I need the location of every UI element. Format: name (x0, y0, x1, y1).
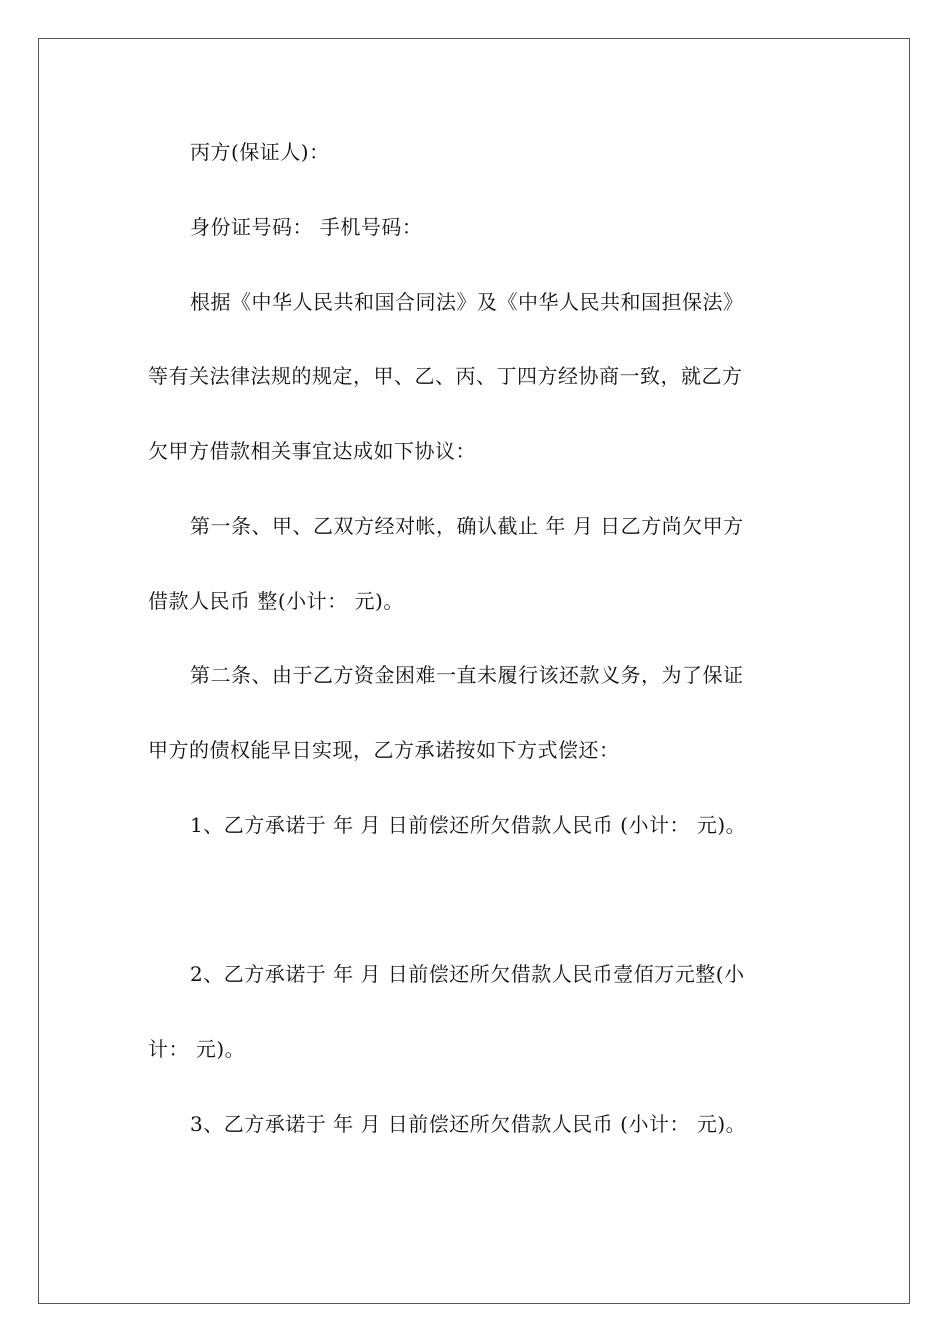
text-line-item-2-cont: 计： 元)。 (148, 1037, 246, 1061)
text-line-article-1-cont: 借款人民币 整(小计： 元)。 (148, 589, 404, 613)
text-line-article-2-cont: 甲方的债权能早日实现，乙方承诺按如下方式偿还： (148, 738, 620, 762)
text-line-basis-cont: 等有关法律法规的规定，甲、乙、丙、丁四方经协商一致，就乙方 (148, 364, 743, 388)
text-line-id-phone: 身份证号码： 手机号码： (190, 215, 423, 239)
text-line-item-3: 3、乙方承诺于 年 月 日前偿还所欠借款人民币 (小计： 元)。 (190, 1112, 747, 1136)
text-line-item-2: 2、乙方承诺于 年 月 日前偿还所欠借款人民币壹佰万元整(小 (190, 962, 745, 986)
text-line-basis-end: 欠甲方借款相关事宜达成如下协议： (148, 439, 476, 463)
text-line-item-1: 1、乙方承诺于 年 月 日前偿还所欠借款人民币 (小计： 元)。 (190, 813, 747, 837)
text-line-article-2: 第二条、由于乙方资金困难一直未履行该还款义务，为了保证 (190, 663, 744, 687)
text-line-article-1: 第一条、甲、乙双方经对帐，确认截止 年 月 日乙方尚欠甲方 (190, 514, 744, 538)
text-line-basis: 根据《中华人民共和国合同法》及《中华人民共和国担保法》 (190, 290, 744, 314)
text-line-guarantor: 丙方(保证人)： (190, 140, 330, 164)
